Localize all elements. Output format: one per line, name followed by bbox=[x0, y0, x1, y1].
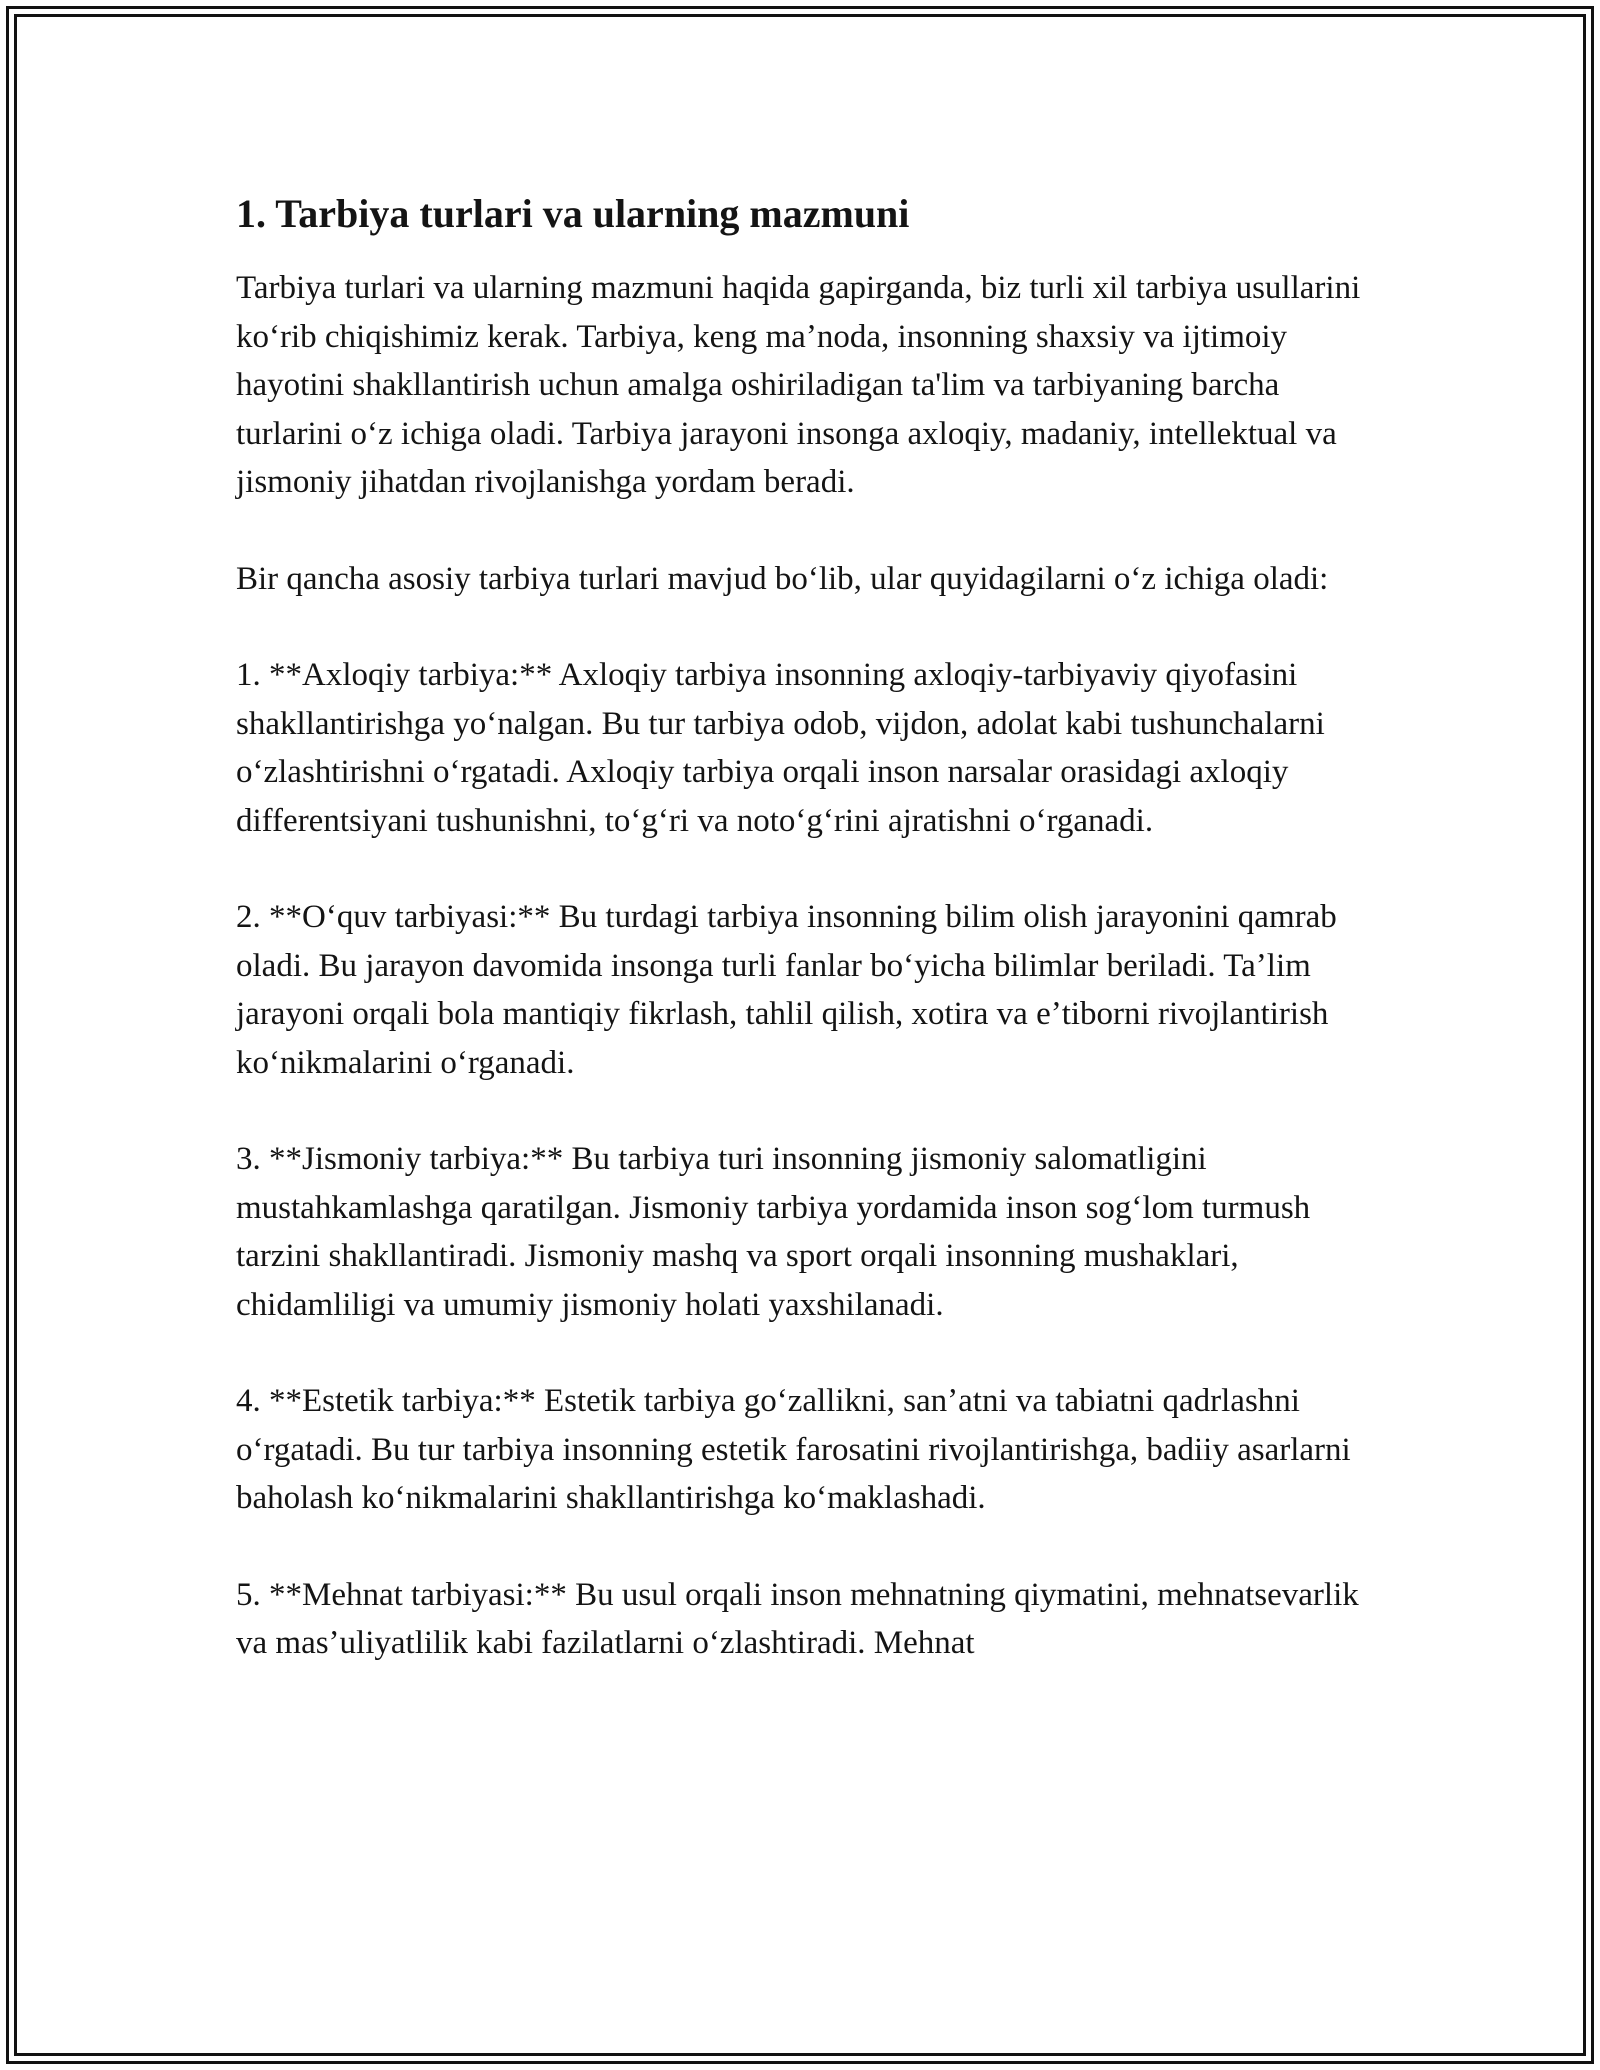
paragraph-aesthetic-education: 4. **Estetik tarbiya:** Estetik tarbiya goʻzallikni, sanʼatni va tabiatni qadrlashni oʻrgatadi. Bu tur tarbiya insonning estetik farosatini rivojlantirishga, badiiy asarlarni baholash koʻnikmalarini shakllantirishga koʻmaklashadi. bbox=[236, 1383, 1351, 1516]
paragraph-physical-education: 3. **Jismoniy tarbiya:** Bu tarbiya turi insonning jismoniy salomatligini mustahkamlashga qaratilgan. Jismoniy tarbiya yordamida inson sogʻlom turmush tarzini shakllantiradi. Jismoniy mashq va sport orqali insonning mushaklari, chidamliligi va umumiy jismoniy holati yaxshilanadi. bbox=[236, 1141, 1311, 1323]
paragraph-moral-education: 1. **Axloqiy tarbiya:** Axloqiy tarbiya insonning axloqiy-tarbiyaviy qiyofasini shakllantirishga yoʻnalgan. Bu tur tarbiya odob, vijdon, adolat kabi tushunchalarni oʻzlashtirishni oʻrgatadi. Axloqiy tarbiya orqali inson narsalar orasidagi axloqiy differentsiyani tushunishni, toʻgʻri va notoʻgʻrini ajratishni oʻrganadi. bbox=[236, 657, 1325, 839]
paragraph-academic-education: 2. **Oʻquv tarbiyasi:** Bu turdagi tarbiya insonning bilim olish jarayonini qamrab oladi. Bu jarayon davomida insonga turli fanlar boʻyicha bilimlar beriladi. Taʼlim jarayoni orqali bola mantiqiy fikrlash, tahlil qilish, xotira va eʼtiborni rivojlantirish koʻnikmalarini oʻrganadi. bbox=[236, 899, 1337, 1081]
paragraph-labor-education: 5. **Mehnat tarbiyasi:** Bu usul orqali inson mehnatning qiymatini, mehnatsevarlik va masʼuliyatlilik kabi fazilatlarni oʻzlashtiradi. Mehnat bbox=[236, 1576, 1359, 1661]
paragraph-intro: Tarbiya turlari va ularning mazmuni haqida gapirganda, biz turli xil tarbiya usullarini koʻrib chiqishimiz kerak. Tarbiya, keng maʼnoda, insonning shaxsiy va ijtimoiy hayotini shakllantirish uchun amalga oshiriladigan ta'lim va tarbiyaning barcha turlarini oʻz ichiga oladi. Tarbiya jarayoni insonga axloqiy, madaniy, intellektual va jismoniy jihatdan rivojlanishga yordam beradi. bbox=[236, 270, 1361, 500]
paragraph-types-intro: Bir qancha asosiy tarbiya turlari mavjud boʻlib, ular quyidagilarni oʻz ichiga oladi: bbox=[236, 560, 1329, 597]
section-heading: 1. Tarbiya turlari va ularning mazmuni bbox=[236, 191, 910, 236]
document-body bbox=[236, 182, 1376, 1716]
